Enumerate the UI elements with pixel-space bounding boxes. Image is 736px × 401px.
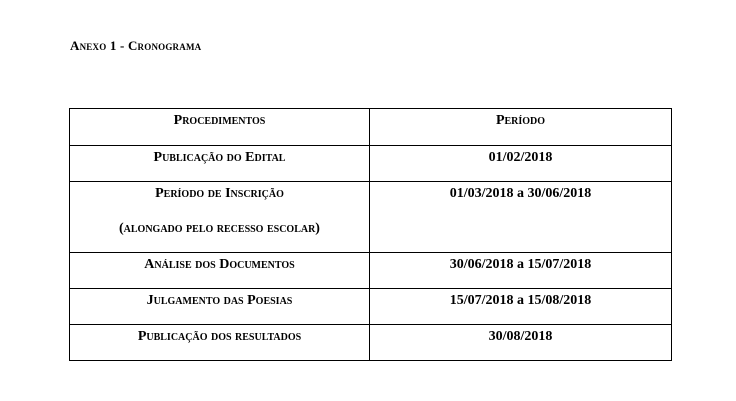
header-procedures: Procedimentos	[70, 109, 370, 146]
period-cell: 01/03/2018 a 30/06/2018	[370, 182, 672, 253]
period-cell: 30/08/2018	[370, 325, 672, 361]
table-header-row	[70, 109, 672, 146]
table-row	[70, 289, 672, 325]
period-cell: 15/07/2018 a 15/08/2018	[370, 289, 672, 325]
procedure-cell: Publicação dos resultados	[70, 325, 370, 361]
period-cell: 01/02/2018	[370, 146, 672, 182]
table-row	[70, 146, 672, 182]
procedure-cell: Julgamento das Poesias	[70, 289, 370, 325]
procedure-note: (alongado pelo recesso escolar)	[119, 221, 320, 236]
schedule-table	[69, 108, 672, 361]
header-period: Período	[370, 109, 672, 146]
annex-heading: Anexo 1 - Cronograma	[70, 38, 202, 53]
procedure-cell: Publicação do Edital	[70, 146, 370, 182]
procedure-cell: Análise dos Documentos	[70, 253, 370, 289]
period-cell: 30/06/2018 a 15/07/2018	[370, 253, 672, 289]
table-row	[70, 325, 672, 361]
table-row	[70, 253, 672, 289]
procedure-label: Período de Inscrição	[155, 186, 284, 201]
procedure-cell	[70, 182, 370, 253]
table-row	[70, 182, 672, 253]
